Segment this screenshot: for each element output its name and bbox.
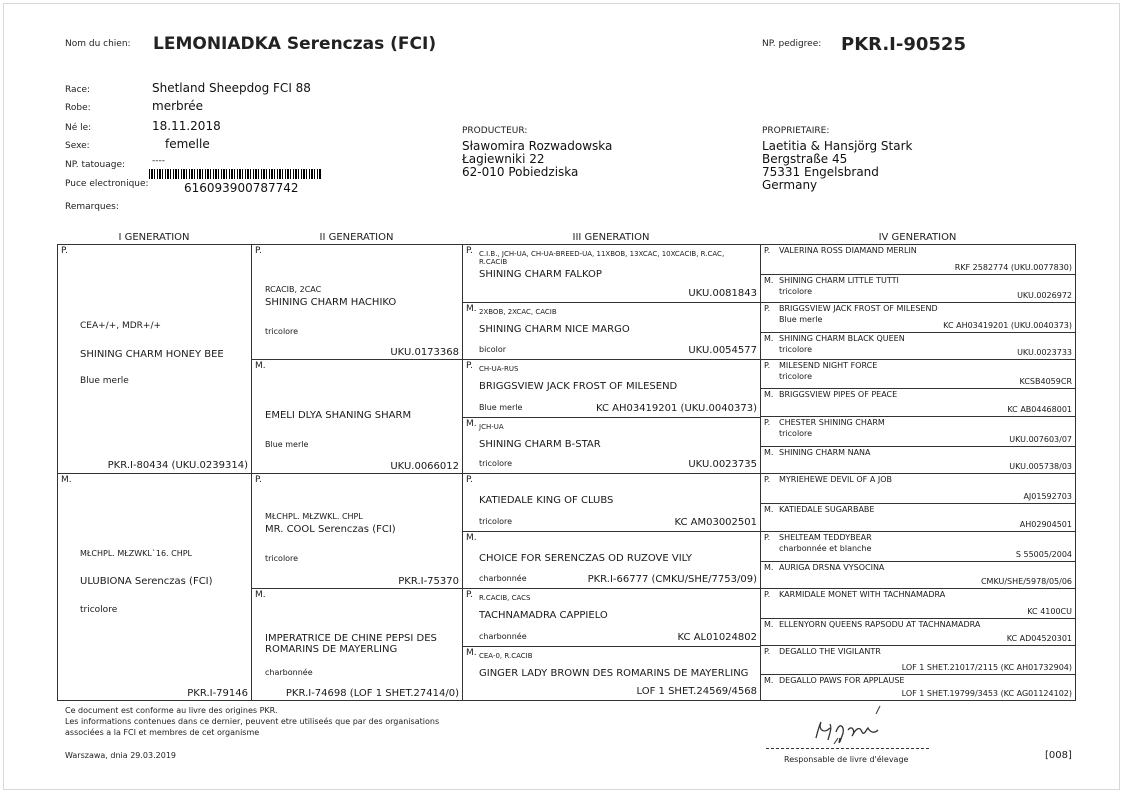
pp-name: SHINING CHARM HACHIKO [265,297,397,308]
gen3-cell [462,359,761,418]
sex-tag: M. [61,475,72,485]
sex-tag: P. [255,246,262,256]
ancestor-titles-line2: R.CACIB [479,258,508,266]
gen2-pp [251,244,463,360]
ancestor-titles: C.I.B., JCH-UA, CH-UA-BREED-UA, 11XBOB, 13XCAC, 10XCACIB, R.CAC, [479,250,725,258]
sex-tag: M. [764,334,774,343]
ancestor-name: VALERINA ROSS DIAMAND MERLIN [779,246,917,255]
ancestor-name: BRIGGSVIEW JACK FROST OF MILESEND [479,381,678,392]
signature-line [766,748,929,749]
producer-street: Łagiewniki 22 [462,152,545,166]
sex-tag: M. [466,533,477,543]
sex-tag: M. [764,390,774,399]
gen3-cell [462,473,761,532]
dam-color: tricolore [80,605,118,615]
tattoo-value: ---- [152,156,165,166]
pm-color: Blue merle [265,440,309,449]
dam-reg: PKR.I-79146 [187,688,248,699]
ancestor-titles: CEA-0, R.CACIB [479,652,533,660]
footer-line2: Les informations contenues dans ce dernier, peuvent etre utiliseés que par des organisations [65,717,440,726]
sex-tag: M. [466,648,477,658]
sex-tag: M. [764,448,774,457]
chip-barcode [149,169,321,179]
pedigree-label: NP. pedigree: [762,39,822,49]
footer-line3: associées a la FCI et membres de cet organisme [65,728,260,737]
gen4-cell [760,388,1076,417]
remarks-label: Remarques: [65,202,119,212]
gen2-pm [251,359,463,474]
gen3-header: III GENERATION [572,232,650,243]
sire-titles: CEA+/+, MDR+/+ [80,321,162,331]
sex-tag: P. [764,304,771,313]
gen2-mp [251,473,463,589]
name-label: Nom du chien: [65,39,131,49]
ancestor-color: Blue merle [779,315,823,324]
ancestor-titles: 2XBOB, 2XCAC, CACIB [479,308,557,316]
ancestor-name: SHINING CHARM B-STAR [479,439,601,450]
ancestor-reg: LOF 1 SHET.19799/3453 (KC AG01124102) [901,689,1072,698]
ancestor-name: GINGER LADY BROWN DES ROMARINS DE MAYERLING [479,668,749,679]
owner-street: Bergstraße 45 [762,152,848,166]
gen3-cell [462,302,761,360]
dog-name: LEMONIADKA Serenczas (FCI) [153,34,437,54]
ancestor-reg: LOF 1 SHET.24569/4568 [636,686,757,697]
ancestor-name: SHINING CHARM NICE MARGO [479,324,630,335]
mm-name-line1: IMPERATRICE DE CHINE PEPSI DES [265,633,437,644]
ancestor-reg: PKR.I-66777 (CMKU/SHE/7753/09) [587,574,757,585]
sex-tag: P. [764,590,771,599]
ancestor-color: charbonnée [479,632,527,641]
pedigree-document [3,3,1120,790]
ancestor-color: bicolor [479,345,506,354]
chip-number: 616093900787742 [184,181,299,195]
ancestor-reg: KCSB4059CR [1019,377,1072,386]
sex-tag: M. [255,361,266,371]
mp-titles: MŁCHPL. MŁZWKL. CHPL [265,512,363,521]
pp-reg: UKU.0173368 [390,347,459,358]
document-code: [008] [1045,750,1072,761]
ancestor-name: SHINING CHARM FALKOP [479,269,602,280]
gen4-cell [760,645,1076,675]
ancestor-name: ELLENYORN QUEENS RAPSODU AT TACHNAMADRA [779,620,981,629]
owner-label: PROPRIETAIRE: [762,126,830,136]
gen4-cell [760,302,1076,333]
sex-tag: M. [255,590,266,600]
gen4-cell [760,274,1076,303]
sex-tag: P. [764,475,771,484]
ancestor-name: SHINING CHARM BLACK QUEEN [779,334,905,343]
owner-city: 75331 Engelsbrand [762,165,879,179]
sex-tag: M. [764,276,774,285]
ancestor-name: BRIGGSVIEW PIPES OF PEACE [779,390,898,399]
gen3-cell [462,417,761,474]
gen4-cell [760,244,1076,275]
ancestor-name: MILESEND NIGHT FORCE [779,361,878,370]
gen4-cell [760,674,1076,701]
gen4-cell [760,618,1076,646]
sex-tag: M. [466,304,477,314]
ancestor-name: SHELTEAM TEDDYBEAR [779,533,872,542]
sex-label: Sexe: [65,141,90,151]
ancestor-reg: UKU.0023733 [1017,348,1072,357]
born-label: Né le: [65,123,92,133]
ancestor-reg: UKU.0054577 [688,345,757,356]
ancestor-name: CHESTER SHINING CHARM [779,418,885,427]
ancestor-reg: KC AD04520301 [1006,634,1072,643]
ancestor-reg: UKU.0081843 [688,288,757,299]
pedigree-number: PKR.I-90525 [841,34,966,55]
ancestor-reg: UKU.0023735 [688,459,757,470]
sex-tag: M. [466,419,477,429]
ancestor-color: tricolore [779,372,813,381]
ancestor-name: KATIEDALE SUGARBABE [779,505,875,514]
gen4-cell [760,359,1076,389]
ancestor-color: Blue merle [479,403,523,412]
ancestor-color: tricolore [479,459,513,468]
ancestor-color: tricolore [779,429,813,438]
ancestor-color: charbonnée [479,574,527,583]
gen1-header: I GENERATION [118,232,190,243]
ancestor-reg: UKU.007603/07 [1009,435,1072,444]
ancestor-reg: KC AL01024802 [677,632,757,643]
gen4-cell [760,416,1076,447]
sire-reg: PKR.I-80434 (UKU.0239314) [107,460,248,471]
mp-color: tricolore [265,554,299,563]
race-label: Race: [65,85,91,95]
ancestor-color: tricolore [779,345,813,354]
sex-tag: P. [466,475,473,485]
producer-city: 62-010 Pobiedziska [462,165,579,179]
sex-tag: P. [764,533,771,542]
gen2-header: II GENERATION [319,232,394,243]
dam-name: ULUBIONA Serenczas (FCI) [80,576,213,587]
owner-country: Germany [762,178,818,192]
ancestor-titles: R.CACIB, CACS [479,594,531,602]
ancestor-reg: KC AM03002501 [674,517,757,528]
owner-name: Laetitia & Hansjörg Stark [762,139,913,153]
place-date: Warszawa, dnia 29.03.2019 [65,751,177,760]
ancestor-reg: S 55005/2004 [1015,550,1072,559]
gen2-mm [251,588,463,701]
sex-tag: P. [764,647,771,656]
gen3-cell [462,588,761,647]
ancestor-titles: CH-UA-RUS [479,365,519,373]
ancestor-name: CHOICE FOR SERENCZAS OD RUZOVE VILY [479,553,693,564]
gen4-cell [760,473,1076,504]
ancestor-reg: KC 4100CU [1027,607,1072,616]
ancestor-reg: UKU.0026972 [1017,291,1072,300]
ancestor-reg: KC AH03419201 (UKU.0040373) [943,321,1072,330]
ancestor-name: KATIEDALE KING OF CLUBS [479,495,614,506]
chip-label: Puce electronique: [65,179,149,189]
ancestor-name: BRIGGSVIEW JACK FROST OF MILESEND [779,304,938,313]
mp-reg: PKR.I-75370 [398,576,459,587]
ancestor-color: tricolore [779,287,813,296]
born-value: 18.11.2018 [152,119,221,133]
dam-titles: MŁCHPL. MŁZWKL`16. CHPL [80,549,193,558]
gen4-cell [760,446,1076,474]
pm-reg: UKU.0066012 [390,461,459,472]
sire-name: SHINING CHARM HONEY BEE [80,349,224,360]
robe-label: Robe: [65,103,91,113]
sex-tag: M. [764,505,774,514]
pp-titles: RCACIB, 2CAC [265,285,322,294]
ancestor-reg: AJ01592703 [1023,492,1072,501]
ancestor-name: DEGALLO PAWS FOR APPLAUSE [779,676,905,685]
ancestor-name: TACHNAMADRA CAPPIELO [479,610,608,621]
race-value: Shetland Sheepdog FCI 88 [152,81,311,95]
gen3-cell [462,244,761,303]
sex-tag: P. [61,246,68,256]
gen4-header: IV GENERATION [878,232,957,243]
ancestor-reg: CMKU/SHE/5978/05/06 [980,577,1072,586]
ancestor-color: tricolore [479,517,513,526]
pp-color: tricolore [265,327,299,336]
gen4-cell [760,531,1076,562]
ancestor-color: charbonnée et blanche [779,544,872,553]
gen3-cell [462,646,761,701]
sex-tag: P. [466,246,473,256]
ancestor-name: KARMIDALE MONET WITH TACHNAMADRA [779,590,946,599]
tattoo-label: NP. tatouage: [65,160,126,170]
gen3-cell [462,531,761,589]
ancestor-name: MYRIEHEWE DEVIL OF A JOB [779,475,892,484]
robe-value: merbrée [152,99,204,113]
gen1-sire [57,244,252,474]
gen4-cell [760,561,1076,589]
ancestor-reg: KC AB04468001 [1007,405,1072,414]
ancestor-reg: RKF 2582774 (UKU.0077830) [954,263,1072,272]
sire-color: Blue merle [80,376,129,386]
footer-line1: Ce document est conforme au livre des origines PKR. [65,706,278,715]
sex-tag: P. [764,361,771,370]
sex-tag: P. [466,361,473,371]
ancestor-reg: LOF 1 SHET.21017/2115 (KC AH01732904) [901,663,1072,672]
sex-tag: M. [764,563,774,572]
mm-reg: PKR.I-74698 (LOF 1 SHET.27414/0) [285,688,459,699]
signature-image [794,702,904,752]
gen4-cell [760,503,1076,532]
ancestor-name: DEGALLO THE VIGILANTR [779,647,881,656]
pm-name: EMELI DLYA SHANING SHARM [265,410,412,421]
ancestor-name: SHINING CHARM NANA [779,448,871,457]
gen4-cell [760,588,1076,619]
ancestor-reg: AH02904501 [1019,520,1072,529]
sex-tag: P. [466,590,473,600]
producer-name: Sławomira Rozwadowska [462,139,613,153]
mm-color: charbonnée [265,668,313,677]
producer-label: PRODUCTEUR: [462,126,528,136]
ancestor-name: AURIGA DRSNA VYSOCINA [779,563,885,572]
ancestor-name: SHINING CHARM LITTLE TUTTI [779,276,899,285]
sex-tag: P. [764,418,771,427]
gen4-cell [760,332,1076,360]
mm-name-line2: ROMARINS DE MAYERLING [265,644,398,655]
sex-value: femelle [165,137,210,151]
gen1-dam [57,473,252,701]
sex-tag: P. [764,246,771,255]
signature-title: Responsable de livre d'élevage [784,755,909,764]
sex-tag: P. [255,475,262,485]
ancestor-reg: UKU.005738/03 [1009,462,1072,471]
sex-tag: M. [764,676,774,685]
ancestor-titles: JCH-UA [479,423,504,431]
ancestor-reg: KC AH03419201 (UKU.0040373) [595,403,757,414]
mp-name: MR. COOL Serenczas (FCI) [265,524,396,535]
sex-tag: M. [764,620,774,629]
